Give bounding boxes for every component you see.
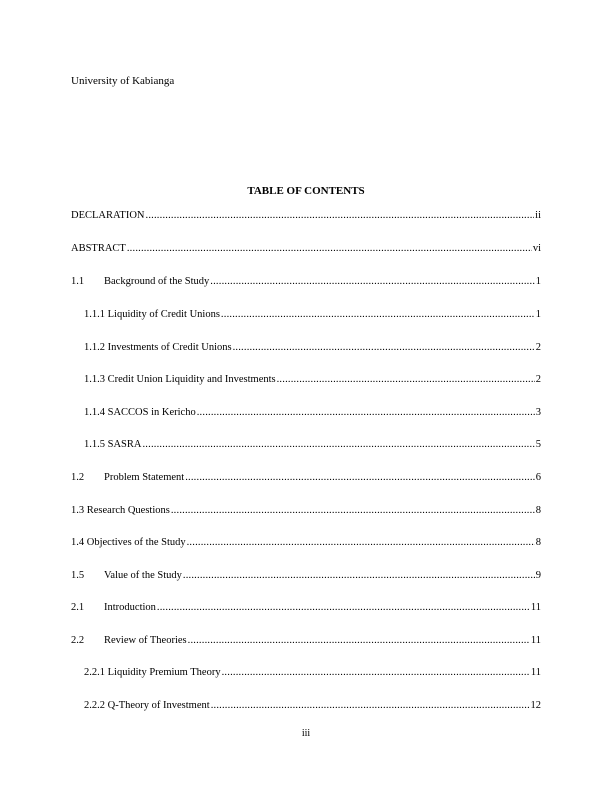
toc-entry-page: 2 xyxy=(535,374,541,385)
toc-entry-page: 11 xyxy=(530,635,541,646)
toc-entry-number: 1.5 xyxy=(71,570,85,581)
toc-entry-page: 2 xyxy=(535,342,541,353)
toc-entry-page: 8 xyxy=(535,537,541,548)
page-number: iii xyxy=(301,728,311,739)
toc-entry-number: 2.1 xyxy=(71,602,85,613)
toc-entry-number: 1.2 xyxy=(71,472,85,483)
toc-entry-page: 6 xyxy=(535,472,541,483)
toc-leader-dots xyxy=(277,373,535,387)
toc-leader-dots xyxy=(233,341,535,355)
toc-entry-page: 1 xyxy=(535,309,541,320)
toc-entry-2-2[interactable] xyxy=(71,634,541,648)
toc-leader-dots xyxy=(211,699,530,713)
toc-entry-number: 2.2 xyxy=(71,635,85,646)
toc-entry-label: DECLARATION xyxy=(71,210,145,221)
toc-entry-page: 1 xyxy=(535,276,541,287)
toc-entry-abstract[interactable] xyxy=(71,242,541,256)
toc-entry-page: 11 xyxy=(530,667,541,678)
toc-entry-label: 1.1.5 SASRA xyxy=(84,439,142,450)
toc-entry-1-1-1[interactable] xyxy=(84,308,541,322)
toc-entry-page: 5 xyxy=(535,439,541,450)
toc-leader-dots xyxy=(171,504,535,518)
toc-entry-label: ABSTRACT xyxy=(71,243,126,254)
toc-leader-dots xyxy=(187,536,535,550)
toc-entry-1-1-4[interactable] xyxy=(84,406,541,420)
toc-entry-label: 1.1.1 Liquidity of Credit Unions xyxy=(84,309,220,320)
toc-leader-dots xyxy=(221,308,535,322)
toc-entry-page: ii xyxy=(535,210,541,221)
toc-entry-label: Review of Theories xyxy=(104,635,187,646)
toc-leader-dots xyxy=(197,406,535,420)
toc-entry-label: 1.4 Objectives of the Study xyxy=(71,537,186,548)
toc-title: TABLE OF CONTENTS xyxy=(247,185,365,197)
toc-entry-1-1-3[interactable] xyxy=(84,373,541,387)
toc-leader-dots xyxy=(142,438,534,452)
toc-entry-1-4[interactable] xyxy=(71,536,541,550)
toc-leader-dots xyxy=(183,569,535,583)
toc-leader-dots xyxy=(222,666,530,680)
toc-entry-page: 9 xyxy=(535,570,541,581)
toc-entry-page: 12 xyxy=(530,700,541,711)
toc-entry-label: 1.3 Research Questions xyxy=(71,505,170,516)
toc-entry-label: Problem Statement xyxy=(104,472,185,483)
toc-entry-number: 1.1 xyxy=(71,276,85,287)
toc-entry-1-2[interactable] xyxy=(71,471,541,485)
toc-entry-1-1-2[interactable] xyxy=(84,341,541,355)
toc-entry-2-2-1[interactable] xyxy=(84,666,541,680)
toc-entry-page: 11 xyxy=(530,602,541,613)
toc-leader-dots xyxy=(157,601,530,615)
toc-entry-label: 2.2.2 Q-Theory of Investment xyxy=(84,700,210,711)
toc-entry-1-5[interactable] xyxy=(71,569,541,583)
toc-leader-dots xyxy=(146,209,535,223)
toc-leader-dots xyxy=(188,634,530,648)
toc-leader-dots xyxy=(210,275,534,289)
toc-entry-page: vi xyxy=(532,243,541,254)
toc-entry-declaration[interactable] xyxy=(71,209,541,223)
toc-entry-2-2-2[interactable] xyxy=(84,699,541,713)
toc-entry-label: Background of the Study xyxy=(104,276,210,287)
toc-entry-1-1[interactable] xyxy=(71,275,541,289)
toc-entry-label: 1.1.2 Investments of Credit Unions xyxy=(84,342,232,353)
toc-entry-page: 3 xyxy=(535,407,541,418)
toc-entry-1-3[interactable] xyxy=(71,504,541,518)
toc-entry-1-1-5[interactable] xyxy=(84,438,541,452)
toc-entry-label: 2.2.1 Liquidity Premium Theory xyxy=(84,667,221,678)
toc-leader-dots xyxy=(127,242,532,256)
toc-leader-dots xyxy=(185,471,535,485)
toc-entry-label: Value of the Study xyxy=(104,570,182,581)
toc-entry-2-1[interactable] xyxy=(71,601,541,615)
toc-entry-label: Introduction xyxy=(104,602,156,613)
university-name: University of Kabianga xyxy=(71,75,175,87)
toc-entry-label: 1.1.4 SACCOS in Kericho xyxy=(84,407,196,418)
toc-entry-label: 1.1.3 Credit Union Liquidity and Investments xyxy=(84,374,276,385)
toc-entry-page: 8 xyxy=(535,505,541,516)
